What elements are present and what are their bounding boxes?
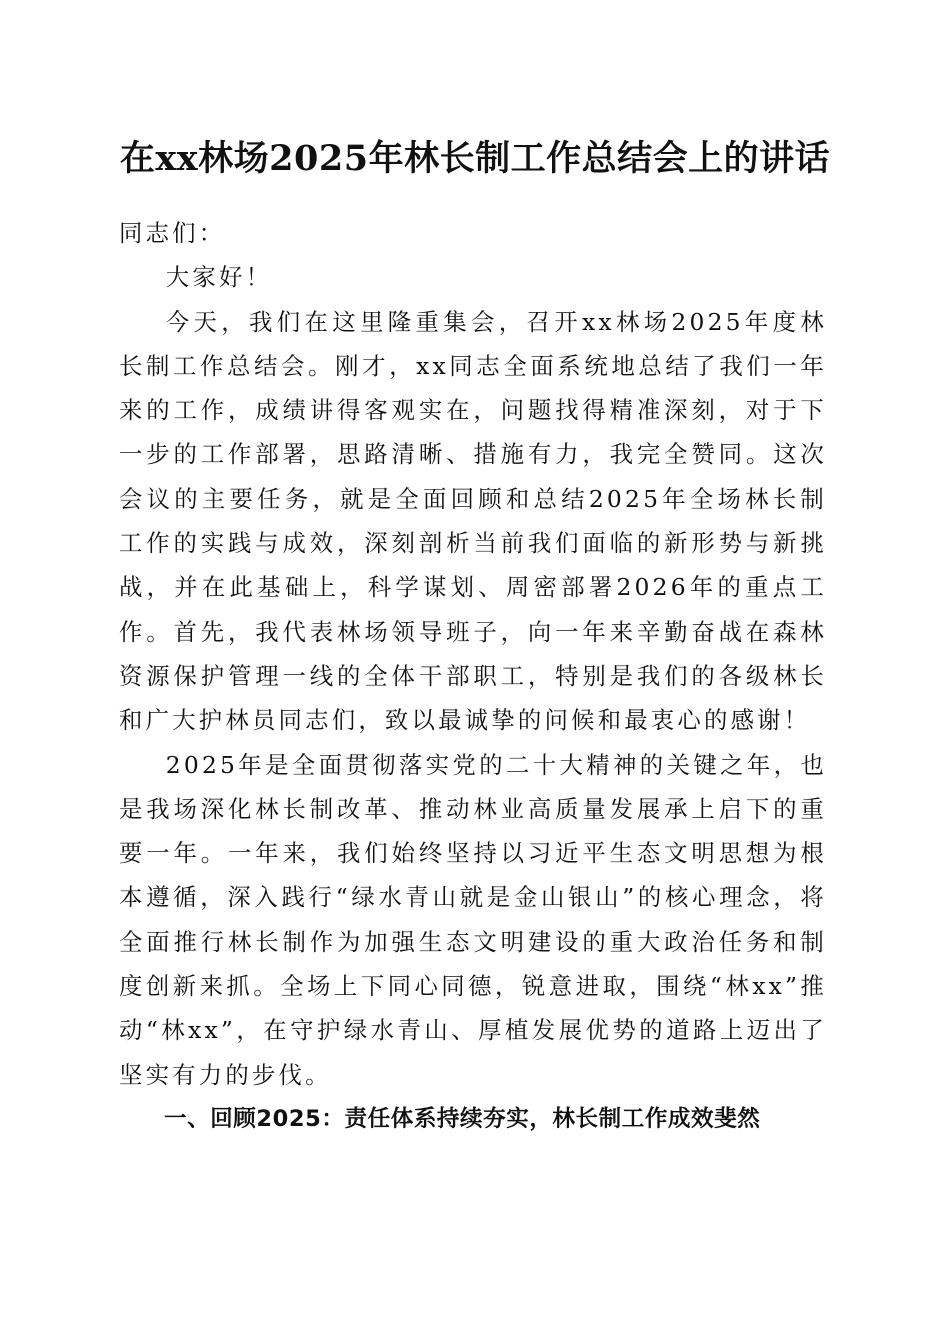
document-body (119, 211, 827, 1141)
document-title: 在xx林场2025年林长制工作总结会上的讲话 (119, 138, 831, 179)
section-heading: 一、回顾2025：责任体系持续夯实，林长制工作成效斐然 (164, 1105, 761, 1132)
greeting: 大家好！ (165, 263, 273, 292)
salutation: 同志们： (119, 219, 226, 247)
body-paragraph: 今天，我们在这里隆重集会，召开xx林场2025年度林长制工作总结会。刚才，xx同志全面系统地总结了我们一年来的工作，成绩讲得客观实在，问题找得精准深刻，对于下一步的工作部署，思路清晰、措施有力，我完全赞同。这次会议的主要任务，就是全面回顾和总结2025年全场林长制工作的实践与成效，深刻剖析当前我们面临的新形势与新挑战，并在此基础上，科学谋划、周密部署2026年的重点工作。首先，我代表林场领导班子，向一年来辛勤奋战在森林资源保护管理一线的全体干部职工，特别是我们的各级林长和广大护林员同志们，致以最诚挚的问候和最衷心的感谢！ (119, 307, 827, 735)
body-paragraph: 2025年是全面贯彻落实党的二十大精神的关键之年，也是我场深化林长制改革、推动林业高质量发展承上启下的重要一年。一年来，我们始终坚持以习近平生态文明思想为根本遵循，深入践行“绿水青山就是金山银山”的核心理念，将全面推行林长制作为加强生态文明建设的重大政治任务和制度创新来抓。全场上下同心同德，锐意进取，围绕“林xx”推动“林xx”，在守护绿水青山、厚植发展优势的道路上迈出了坚实有力的步伐。 (119, 750, 827, 1089)
